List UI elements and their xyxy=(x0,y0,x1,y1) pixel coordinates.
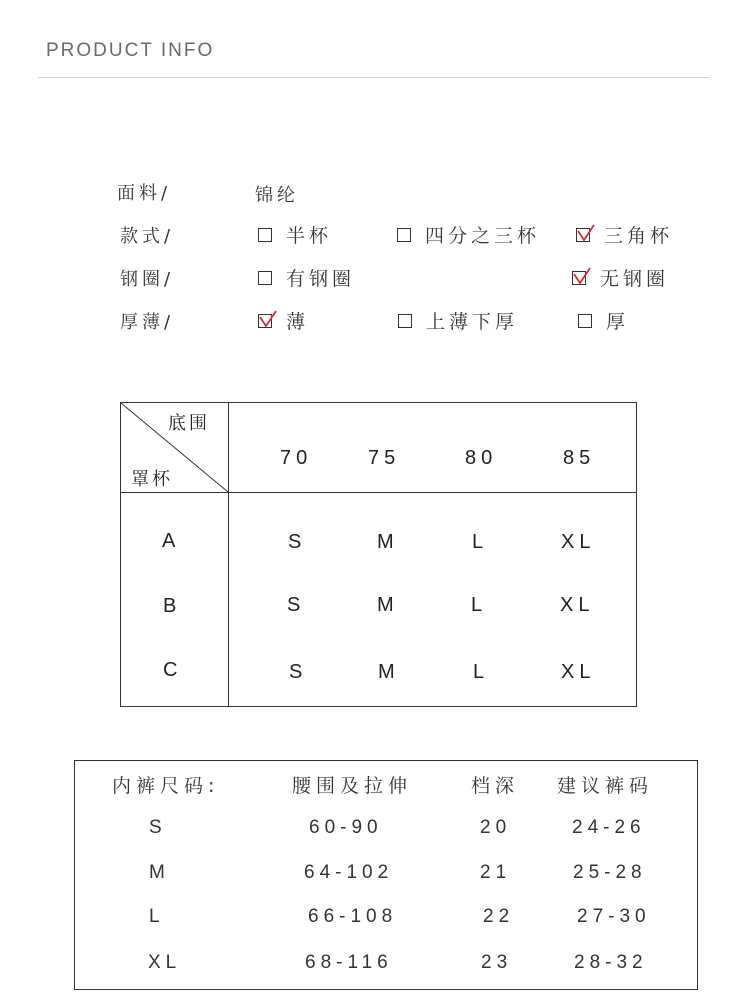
brief-table-header-waist: 腰围及拉伸 xyxy=(292,775,413,797)
style-label: 款式/ xyxy=(120,226,175,247)
brief-waist: 64-102 xyxy=(304,862,394,883)
size-cell: L xyxy=(473,661,490,683)
size-cell: XL xyxy=(561,531,596,553)
size-cell: L xyxy=(472,531,489,553)
brief-size: M xyxy=(149,862,170,883)
brief-rise: 22 xyxy=(483,906,515,927)
brief-rise: 20 xyxy=(480,817,512,838)
brief-size: L xyxy=(149,906,165,927)
option-label: 半杯 xyxy=(286,225,333,247)
option-label: 有钢圈 xyxy=(286,268,356,290)
underwire-label: 钢圈/ xyxy=(120,269,175,290)
brief-table-header-suggested: 建议裤码 xyxy=(557,775,654,797)
page-title: PRODUCT INFO xyxy=(46,40,215,61)
band-header: 75 xyxy=(368,447,401,469)
brief-table-header-rise: 档深 xyxy=(471,775,520,797)
size-cell: S xyxy=(288,531,307,553)
option-label: 三角杯 xyxy=(604,225,674,247)
size-cell: XL xyxy=(560,594,595,616)
bra-table-corner-band: 底围 xyxy=(168,413,210,434)
cup-label: C xyxy=(163,659,183,681)
band-header: 80 xyxy=(465,447,498,469)
option-label: 四分之三杯 xyxy=(425,225,541,247)
brief-size: XL xyxy=(148,952,182,973)
size-cell: S xyxy=(287,594,306,616)
thickness-label: 厚薄/ xyxy=(120,312,175,333)
brief-waist: 60-90 xyxy=(309,817,383,838)
size-cell: M xyxy=(377,531,399,553)
size-cell: L xyxy=(471,594,488,616)
band-header: 85 xyxy=(563,447,596,469)
brief-rise: 23 xyxy=(481,952,513,973)
fabric-label: 面料/ xyxy=(117,183,172,204)
band-header: 70 xyxy=(280,447,313,469)
cup-label: B xyxy=(163,595,182,617)
size-cell: XL xyxy=(561,661,596,683)
brief-waist: 66-108 xyxy=(308,906,398,927)
brief-rise: 21 xyxy=(480,862,512,883)
option-label: 厚 xyxy=(606,311,630,333)
brief-waist: 68-116 xyxy=(305,952,393,973)
size-cell: M xyxy=(378,661,400,683)
brief-suggested: 27-30 xyxy=(577,906,651,927)
fabric-value: 锦纶 xyxy=(255,185,299,206)
brief-suggested: 28-32 xyxy=(574,952,648,973)
option-label: 无钢圈 xyxy=(600,268,670,290)
brief-suggested: 25-28 xyxy=(573,862,647,883)
brief-table-header-size: 内裤尺码: xyxy=(112,775,220,797)
option-label: 薄 xyxy=(286,311,310,333)
size-cell: M xyxy=(377,594,399,616)
cup-label: A xyxy=(162,530,181,552)
brief-suggested: 24-26 xyxy=(572,817,646,838)
bra-table-corner-cup: 罩杯 xyxy=(131,469,173,490)
option-label: 上薄下厚 xyxy=(426,311,519,333)
size-cell: S xyxy=(289,661,308,683)
brief-size: S xyxy=(149,817,167,838)
